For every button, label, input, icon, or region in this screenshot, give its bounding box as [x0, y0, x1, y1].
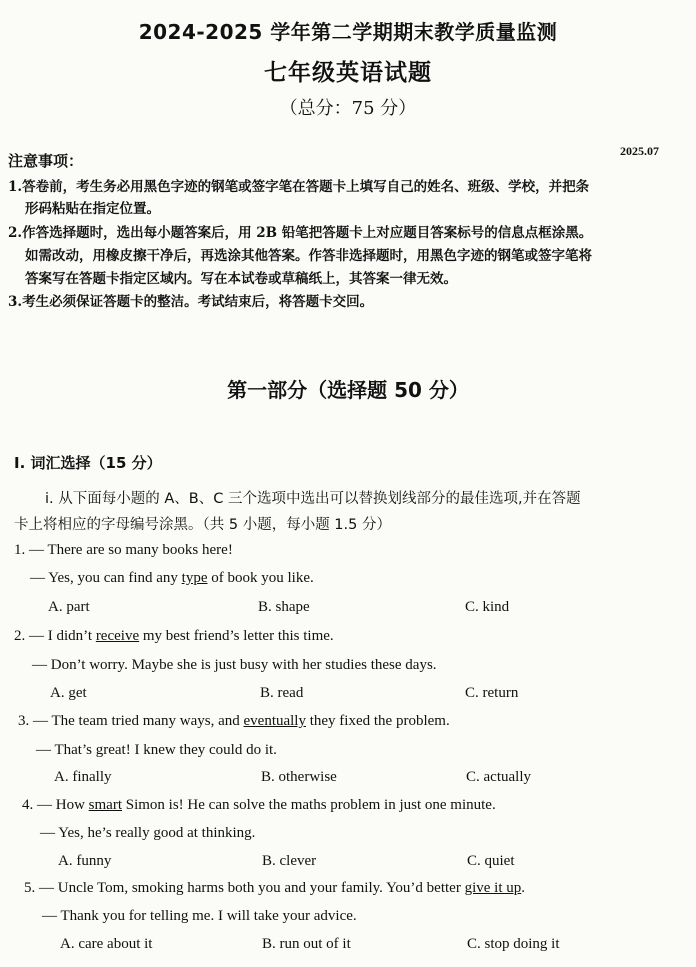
- option-a: A. finally: [54, 769, 112, 785]
- notice-heading: 注意事项：: [8, 152, 84, 170]
- option-b: B. read: [260, 685, 304, 701]
- part-title: 第一部分（选择题 50 分）: [227, 378, 469, 402]
- underlined-word: give it up: [464, 880, 522, 896]
- option-a: A. care about it: [60, 936, 153, 952]
- option-b: B. run out of it: [262, 936, 351, 952]
- notice-line: 答案写在答题卡指定区域内。写在本试卷或草稿纸上，其答案一律无效。: [25, 271, 457, 287]
- notice-line: 2.作答选择题时，选出每小题答案后，用 2B 铅笔把答题卡上对应题目答案标号的信息点框涂黑。: [8, 225, 593, 241]
- question-line: 5. — Uncle Tom, smoking harms both you and your family. You’d better give it up.: [24, 880, 525, 896]
- question-line: 4. — How smart Simon is! He can solve the maths problem in just one minute.: [22, 797, 496, 813]
- underlined-word: smart: [88, 797, 122, 813]
- option-b: B. clever: [262, 853, 317, 869]
- underlined-word: receive: [95, 628, 140, 644]
- notice-line: 形码粘贴在指定位置。: [25, 201, 160, 217]
- underlined-word: eventually: [243, 713, 306, 729]
- answer-line: — That’s great! I knew they could do it.: [36, 742, 277, 758]
- option-a: A. part: [48, 599, 90, 615]
- notice-line: 如需改动，用橡皮擦干净后，再选涂其他答案。作答非选择题时，用黑色字迹的钢笔或签字笔将: [25, 248, 592, 264]
- answer-line: — Yes, he’s really good at thinking.: [40, 825, 256, 841]
- question-line: 2. — I didn’t receive my best friend’s letter this time.: [14, 628, 334, 644]
- option-a: A. funny: [58, 853, 112, 869]
- question-line: 1. — There are so many books here!: [14, 542, 233, 558]
- section-instruction: 卡上将相应的字母编号涂黑。（共 5 小题，每小题 1.5 分）: [14, 517, 391, 533]
- answer-line: — Thank you for telling me. I will take your advice.: [42, 908, 357, 924]
- underlined-word: type: [181, 570, 208, 586]
- option-a: A. get: [50, 685, 87, 701]
- option-c: C. kind: [465, 599, 510, 615]
- option-c: C. return: [465, 685, 519, 701]
- option-c: C. quiet: [467, 853, 515, 869]
- question-line: 3. — The team tried many ways, and eventually they fixed the problem.: [18, 713, 450, 729]
- answer-line: — Don’t worry. Maybe she is just busy with her studies these days.: [32, 657, 437, 673]
- section-title: Ⅰ. 词汇选择（15 分）: [14, 454, 162, 472]
- section-instruction: i. 从下面每小题的 A、B、C 三个选项中选出可以替换划线部分的最佳选项,并在答题: [45, 491, 581, 507]
- total-score: （总分：75 分）: [279, 98, 417, 119]
- exam-subtitle: 七年级英语试题: [264, 59, 432, 86]
- exam-title: 2024-2025 学年第二学期期末教学质量监测: [138, 20, 558, 44]
- exam-date: 2025.07: [620, 144, 659, 158]
- option-b: B. shape: [258, 599, 310, 615]
- option-b: B. otherwise: [261, 769, 337, 785]
- option-c: C. actually: [466, 769, 531, 785]
- notice-line: 3.考生必须保证答题卡的整洁。考试结束后，将答题卡交回。: [8, 294, 374, 310]
- answer-line: — Yes, you can find any type of book you like.: [30, 570, 314, 586]
- notice-line: 1.答卷前，考生务必用黑色字迹的钢笔或签字笔在答题卡上填写自己的姓名、班级、学校，并把条: [8, 179, 590, 195]
- option-c: C. stop doing it: [467, 936, 560, 952]
